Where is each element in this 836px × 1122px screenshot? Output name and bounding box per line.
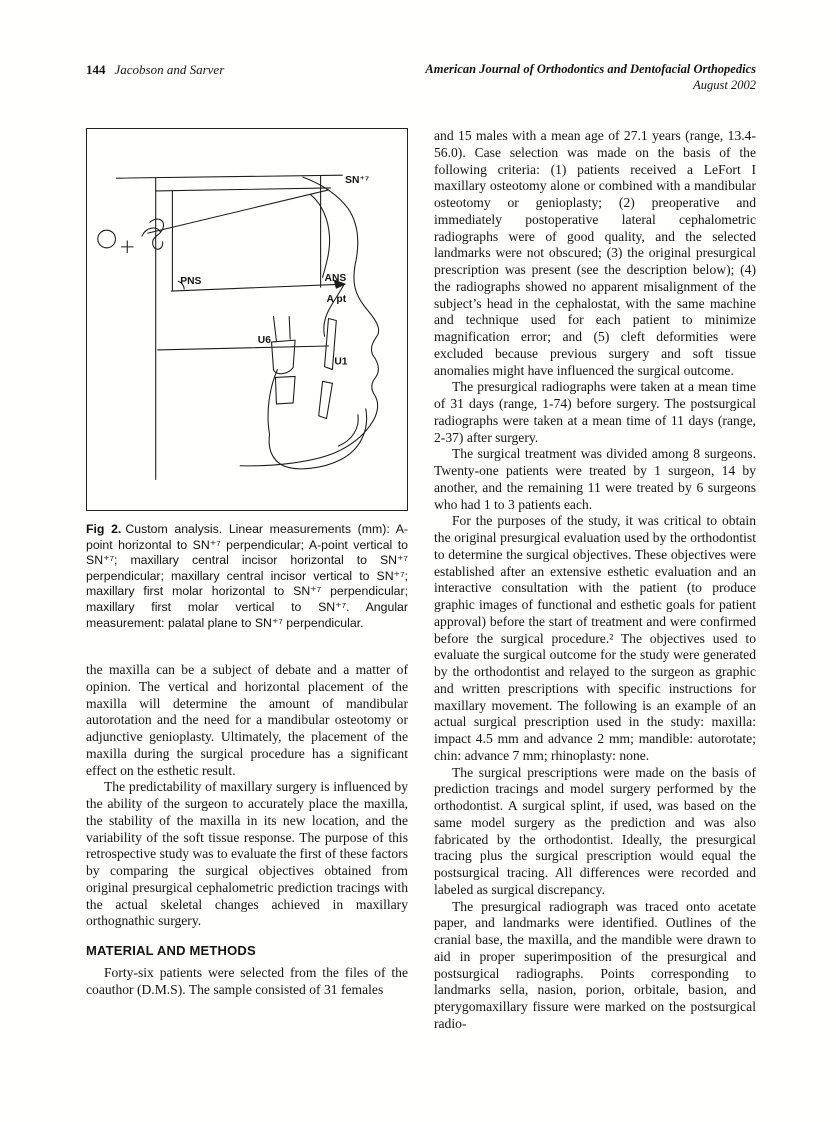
paragraph: Forty-six patients were selected from the files of the coauthor (D.M.S). The sample consisted of 31 females bbox=[86, 965, 408, 997]
running-head-right bbox=[425, 62, 756, 93]
figure-label-ans: ANS bbox=[324, 273, 347, 285]
issue-date: August 2002 bbox=[693, 77, 756, 92]
figure-label-u1: U1 bbox=[334, 356, 348, 368]
lower-molar bbox=[275, 376, 295, 403]
paragraph: The surgical treatment was divided among 8 surgeons. Twenty-one patients were treated by 1 surgeon, 14 by another, and the remaining 11 were treated by 6 surgeons who had 1 to 3 patients each. bbox=[434, 446, 756, 512]
paragraph: The presurgical radiograph was traced onto acetate paper, and landmarks were identified. Outlines of the cranial base, the maxilla, and the mandible were drawn to aid in proper superimposition of the presurgical and postsurgical radiographs. Points corresponding to landmarks sella, nasion, porion, orbitale, basion, and pterygomaxillary fissure were marked on the postsurgical radio- bbox=[434, 898, 756, 1031]
figure-2-frame bbox=[86, 128, 408, 511]
mandible-outline bbox=[268, 370, 367, 469]
figure-2 bbox=[86, 128, 408, 631]
section-heading-material-and-methods: MATERIAL AND METHODS bbox=[86, 943, 256, 959]
two-column-body bbox=[86, 128, 756, 1033]
occlusal-line bbox=[158, 346, 329, 350]
figure-2-caption bbox=[86, 522, 408, 631]
paragraph: The predictability of maxillary surgery is influenced by the ability of the surgeon to accurately place the maxilla, the stability of the maxilla in its new location, and the variability of the soft tissue response. The purpose of this retrospective study was to evaluate the first of these factors by comparing the surgical objectives obtained from original presurgical cephalometric prediction tracings with the actual skeletal changes achieved in maxillary orthognathic surgery. bbox=[86, 779, 408, 929]
paragraph: For the purposes of the study, it was critical to obtain the original presurgical evaluation used by the orthodontist to determine the surgical objectives. These objectives were established after an extensive esthetic evaluation and an interactive consultation with the patient (to produce graphic images of functional and esthetic goals for patient approval) before the start of treatment and were confirmed before the surgical procedure.² The objectives used to evaluate the surgical outcome for the study were generated by the orthodontist and relayed to the surgeon as graphic and written prescriptions with specific instructions for maxillary movement. The following is an example of an actual surgical prescription used in the study: maxilla: impact 4.5 mm and advance 2 mm; mandible: autorotate; chin: advance 7 mm; rhinoplasty: none. bbox=[434, 513, 756, 763]
right-column bbox=[434, 128, 756, 1033]
figure-label-u6: U6 bbox=[257, 335, 271, 347]
paragraph: the maxilla can be a subject of debate and a matter of opinion. The vertical and horizontal placement of the maxilla will determine the amount of mandibular autorotation and the need for a mandibular osteotomy or adjunctive genioplasty. Ultimately, the placement of the maxilla during the surgical procedure has a significant effect on the esthetic result. bbox=[86, 662, 408, 778]
figure-label-sn7: SN⁺⁷ bbox=[345, 175, 370, 187]
upper-molar-root-1 bbox=[274, 317, 277, 342]
upper-molar-crown bbox=[272, 340, 296, 374]
page-number: 144 bbox=[86, 62, 106, 77]
paragraph: and 15 males with a mean age of 27.1 years (range, 13.4-56.0). Case selection was made on the basis of the following criteria: (1) patients received a LeFort I maxillary osteotomy alone or combined with a mandibular osteotomy or genioplasty; (2) preoperative and immediately postoperative lateral cephalometric radiographs were of good quality, and the selected landmarks were not obscured; (3) the original presurgical prescription was present (see the description below); (4) the radiographs showed no apparent misalignment of the subject’s head in the cephalostat, with the same machine and technique used for each patient to minimize magnification error; and (5) cleft deformities were excluded because previous surgery and soft tissue anomalies might have influenced the surgical outcome. bbox=[434, 128, 756, 378]
left-column bbox=[86, 128, 408, 1033]
running-head-left bbox=[86, 62, 224, 78]
sella-nasion-line bbox=[148, 190, 329, 233]
upper-molar-root-2 bbox=[289, 317, 290, 340]
paragraph: The surgical prescriptions were made on the basis of prediction tracings and model surgery performed by the orthodontist. A surgical splint, if used, was based on the same model surgery as the prediction and was also fabricated by the orthodontist. Ideally, the presurgical tracing plus the surgical prescription would equal the postsurgical tracing. All differences were recorded and labeled as surgical discrepancy. bbox=[434, 764, 756, 897]
running-authors: Jacobson and Sarver bbox=[114, 62, 225, 77]
page-header bbox=[86, 62, 756, 93]
journal-title: American Journal of Orthodontics and Dentofacial Orthopedics bbox=[425, 62, 756, 76]
figure-label-a-point: A pt bbox=[326, 293, 347, 305]
orbit-circle bbox=[98, 230, 116, 248]
maxilla-anterior-outline bbox=[324, 284, 344, 336]
lower-incisor bbox=[319, 381, 333, 418]
sn7-line bbox=[116, 175, 342, 178]
figure-label-pns: PNS bbox=[180, 276, 202, 288]
figure-caption-label: Fig 2. bbox=[86, 522, 122, 536]
paragraph: The presurgical radiographs were taken at a mean time of 31 days (range, 1-74) before surgery. The postsurgical radiographs were taken at a mean time of 11 days (range, 2-37) after surgery. bbox=[434, 379, 756, 445]
cephalometric-tracing-figure bbox=[87, 129, 407, 510]
porion-squiggle bbox=[150, 219, 164, 249]
figure-caption-text: Custom analysis. Linear measurements (mm): A-point horizontal to SN⁺⁷ perpendicular; A-point vertical to SN⁺⁷; maxillary central incisor horizontal to SN⁺⁷ perpendicular; maxillary central incisor vertical to SN⁺⁷; maxillary first molar horizontal to SN⁺⁷ perpendicular; maxillary first molar vertical to SN⁺⁷. Angular measurement: palatal plane to SN⁺⁷ perpendicular. bbox=[86, 522, 408, 630]
registration-cross bbox=[121, 241, 133, 253]
upper-parallel-line bbox=[156, 188, 331, 191]
